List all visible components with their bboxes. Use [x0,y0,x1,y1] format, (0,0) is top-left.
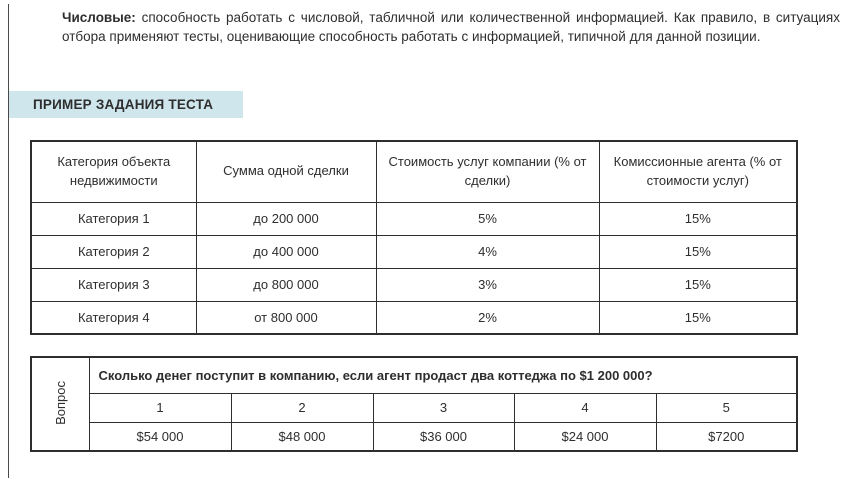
table-header-cell: Категория объекта недвижимости [31,141,196,202]
table-cell: 3% [376,268,599,301]
option-number: 5 [656,393,797,422]
question-side-label-text: Вопрос [52,380,68,425]
table-cell: Категория 2 [31,235,196,268]
question-side-label [31,357,89,451]
table-cell: 15% [599,202,797,235]
table-cell: 5% [376,202,599,235]
table-row [31,235,797,268]
intro-lead-term: Числовые: [62,10,136,25]
options-row [31,393,797,422]
option-number: 1 [89,393,231,422]
commission-table [30,140,798,335]
table-cell: 15% [599,235,797,268]
table-cell: 15% [599,268,797,301]
table-cell: от 800 000 [196,301,376,334]
answers-row [31,422,797,451]
section-header [9,91,243,118]
table-row [31,202,797,235]
answer-value: $7200 [656,422,797,451]
table-header-row [31,141,797,202]
table-row [31,268,797,301]
question-text: Сколько денег поступит в компанию, если агент продаст два коттеджа по $1 200 000? [89,357,797,393]
question-table [30,356,798,452]
table-cell: 2% [376,301,599,334]
table-cell: до 800 000 [196,268,376,301]
table-header-cell: Сумма одной сделки [196,141,376,202]
left-margin-rule [8,4,9,478]
question-row [31,357,797,393]
table-header-cell: Стоимость услуг компании (% от сделки) [376,141,599,202]
intro-paragraph [62,8,840,46]
table-cell: 15% [599,301,797,334]
answer-value: $54 000 [89,422,231,451]
table-cell: Категория 1 [31,202,196,235]
table-header-cell: Комиссионные агента (% от стоимости услуг) [599,141,797,202]
table-cell: Категория 3 [31,268,196,301]
answer-value: $24 000 [514,422,656,451]
intro-body-text: способность работать с числовой, табличной или количественной информацией. Как правило, в ситуациях отбора применяют тесты, оценивающие способность работать с информацией, типичной для данной позиции. [62,10,840,45]
option-number: 3 [373,393,514,422]
option-number: 2 [231,393,373,422]
section-header-label: ПРИМЕР ЗАДАНИЯ ТЕСТА [33,97,214,112]
table-row [31,301,797,334]
table-cell: до 200 000 [196,202,376,235]
option-number: 4 [514,393,656,422]
table-cell: Категория 4 [31,301,196,334]
answer-value: $48 000 [231,422,373,451]
table-cell: до 400 000 [196,235,376,268]
table-cell: 4% [376,235,599,268]
answer-value: $36 000 [373,422,514,451]
